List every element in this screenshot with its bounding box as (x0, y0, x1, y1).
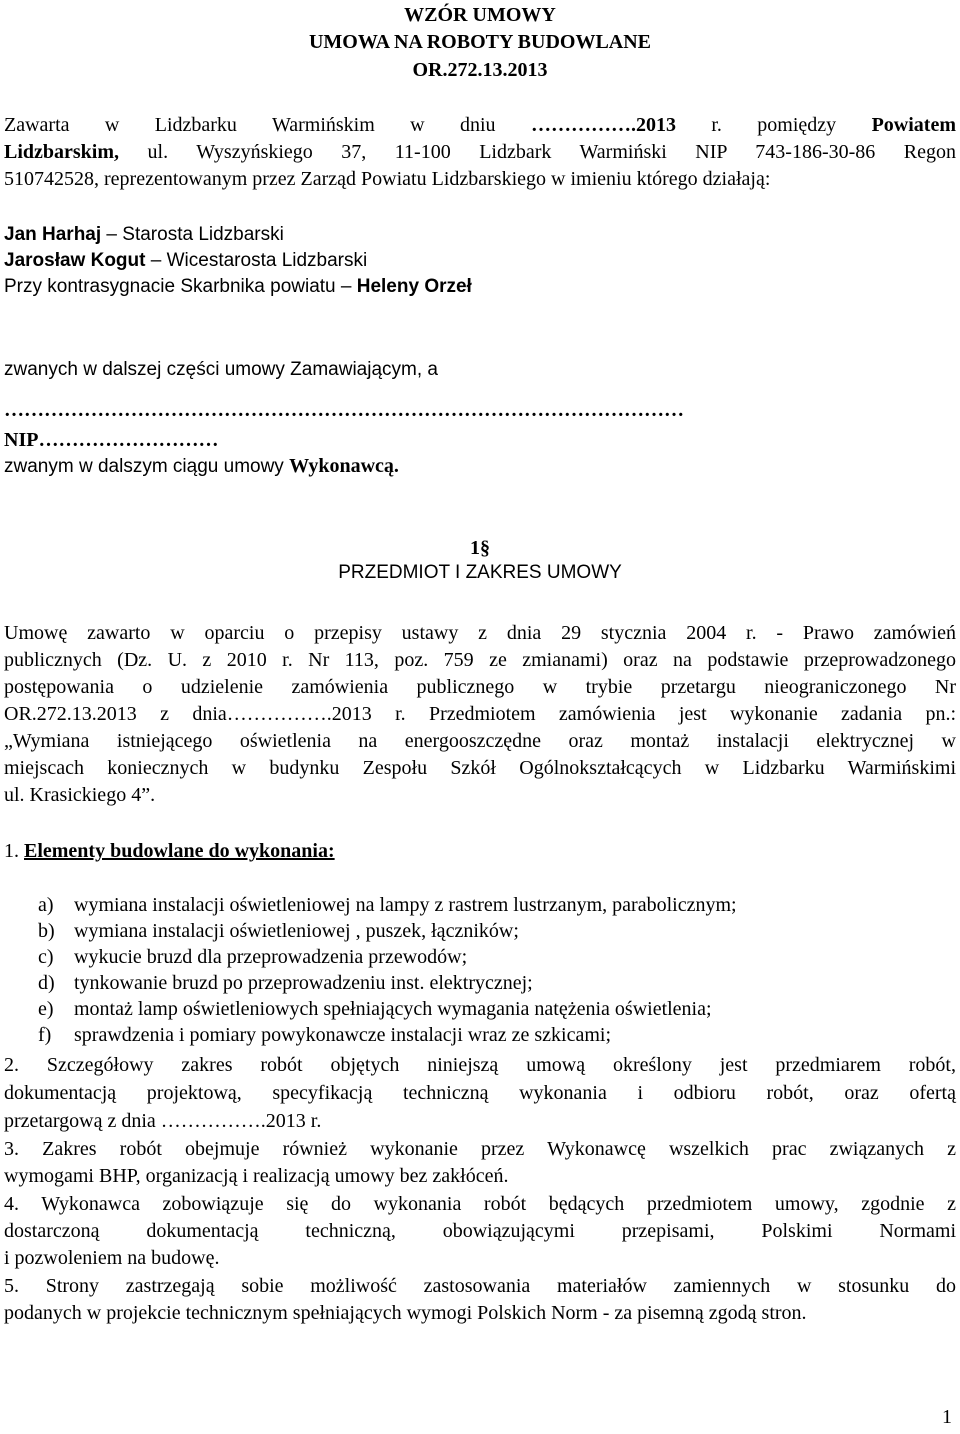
signatory-name: Jan Harhaj (4, 224, 102, 245)
contractor-placeholder: ………………………………………………………………………………………… (4, 399, 684, 421)
point-heading: Elementy budowlane do wykonania: (24, 840, 335, 862)
list-item-letter: b) (38, 920, 55, 942)
list-item (4, 918, 956, 944)
date-placeholder: …………….2013 (530, 114, 676, 136)
list-item-letter: d) (38, 972, 55, 994)
signatory-role: – Wicestarosta Lidzbarski (145, 250, 368, 271)
body-line-3: postępowania o udzielenie zamówienia publicznego w trybie przetargu nieograniczonego Nr (4, 676, 956, 698)
point-2-line-3: przetargową z dnia …………….2013 r. (4, 1110, 322, 1132)
intro-text: r. pomiędzy (675, 114, 872, 136)
doc-title-2: UMOWA NA ROBOTY BUDOWLANE (308, 31, 652, 53)
point-4-line-2: dostarczoną dokumentacją techniczną, obowiązującymi przepisami, Polskimi Normami (4, 1220, 956, 1242)
intro-line-2 (4, 139, 956, 165)
point-5-line-1: 5. Strony zastrzegają sobie możliwość zastosowania materiałów zamiennych w stosunku do (4, 1275, 956, 1297)
body-line-7: ul. Krasickiego 4”. (4, 784, 156, 806)
point-number: 1. (4, 840, 24, 862)
list-item-letter: e) (38, 998, 54, 1020)
signatory-role: – Starosta Lidzbarski (101, 224, 284, 245)
intro-line-1 (4, 112, 956, 138)
list-item-letter: f) (38, 1024, 52, 1046)
list-item (4, 944, 956, 970)
list-item (4, 892, 956, 918)
point-1-heading (4, 838, 956, 864)
point-4-line-3: i pozwoleniem na budowę. (4, 1247, 220, 1269)
point-4-line-1: 4. Wykonawca zobowiązuje się do wykonania robót będących przedmiotem umowy, zgodnie z (4, 1193, 956, 1215)
party-name: Powiatem (871, 114, 956, 136)
point-2-line-2: dokumentacją projektową, specyfikacją techniczną wykonania i odbioru robót, oraz ofertą (4, 1082, 956, 1104)
section-heading: PRZEDMIOT I ZAKRES UMOWY (338, 562, 622, 583)
signatory-1 (4, 222, 956, 248)
list-item-text: tynkowanie bruzd po przeprowadzeniu inst. elektrycznej; (74, 972, 533, 994)
list-item-text: montaż lamp oświetleniowych spełniających wymagania natężenia oświetlenia; (74, 998, 712, 1020)
list-item-letter: c) (38, 946, 54, 968)
point-3-line-2: wymogami BHP, organizacją i realizacją umowy bez zakłóceń. (4, 1165, 509, 1187)
signatory-2 (4, 248, 956, 274)
list-item-text: wymiana instalacji oświetleniowej na lampy z rastrem lustrzanym, parabolicznym; (74, 894, 737, 916)
wykonawca-text: zwanym w dalszym ciągu umowy (4, 456, 290, 477)
list-item-text: wykucie bruzd dla przeprowadzenia przewodów; (74, 946, 468, 968)
doc-title-1: WZÓR UMOWY (404, 4, 556, 26)
treasurer-name: Heleny Orzeł (356, 276, 472, 297)
list-item (4, 996, 956, 1022)
signatory-name: Jarosław Kogut (4, 250, 146, 271)
list-item-letter: a) (38, 894, 54, 916)
party-name: Lidzbarskim, (4, 141, 120, 163)
nip-placeholder: NIP……………………… (4, 429, 219, 451)
list-item (4, 1022, 956, 1048)
wykonawca-label: Wykonawcą. (289, 455, 399, 477)
list-item-text: sprawdzenia i pomiary powykonawcze instalacji wraz ze szkicami; (74, 1024, 612, 1046)
zamawiajacy-line: zwanych w dalszej części umowy Zamawiającym, a (4, 359, 438, 380)
point-5-line-2: podanych w projekcie technicznym spełniających wymogi Polskich Norm - za pisemną zgodą stron. (4, 1302, 807, 1324)
section-sign-icon: § (480, 537, 490, 559)
point-2-line-1: 2. Szczegółowy zakres robót objętych niniejszą umową określony jest przedmiarem robót, (4, 1054, 956, 1076)
countersignature (4, 274, 956, 300)
section-number-value: 1 (470, 537, 480, 559)
doc-title-3: OR.272.13.2013 (412, 59, 548, 81)
intro-text: Zawarta w Lidzbarku Warmińskim w dniu (4, 114, 531, 136)
body-line-1: Umowę zawarto w oparciu o przepisy ustawy z dnia 29 stycznia 2004 r. - Prawo zamówień (4, 622, 956, 644)
point-3-line-1: 3. Zakres robót obejmuje również wykonanie przez Wykonawcę wszelkich prac związanych z (4, 1138, 956, 1160)
intro-text: ul. Wyszyńskiego 37, 11-100 Lidzbark Warmiński NIP 743-186-30-86 Regon (119, 141, 956, 163)
list-item-text: wymiana instalacji oświetleniowej , puszek, łączników; (74, 920, 519, 942)
page-number: 1 (942, 1406, 952, 1428)
countersignature-text: Przy kontrasygnacie Skarbnika powiatu – (4, 276, 357, 297)
body-line-2: publicznych (Dz. U. z 2010 r. Nr 113, poz. 759 ze zmianami) oraz na podstawie przeprowadzonego (4, 649, 956, 671)
intro-line-3: 510742528, reprezentowanym przez Zarząd Powiatu Lidzbarskiego w imieniu którego działają: (4, 168, 771, 190)
wykonawca-line (4, 453, 956, 480)
section-number (0, 535, 960, 561)
body-line-5: „Wymiana istniejącego oświetlenia na energooszczędne oraz montaż instalacji elektrycznej w (4, 730, 956, 752)
body-line-6: miejscach koniecznych w budynku Zespołu Szkół Ogólnokształcących w Lidzbarku Warmińskimi (4, 757, 956, 779)
body-line-4: OR.272.13.2013 z dnia…………….2013 r. Przedmiotem zamówienia jest wykonanie zadania pn.: (4, 703, 956, 725)
list-item (4, 970, 956, 996)
